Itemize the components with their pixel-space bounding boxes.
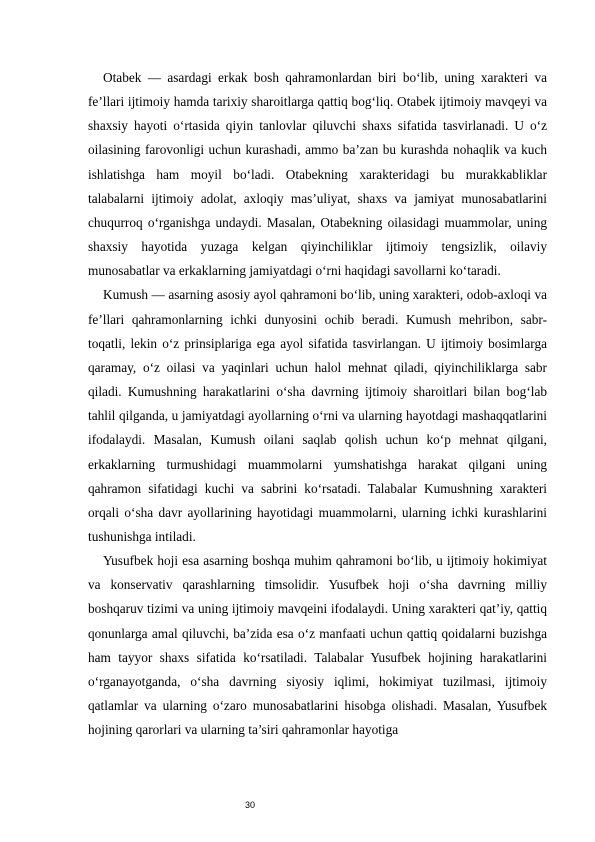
- body-text: [88, 66, 547, 742]
- paragraph-kumush: Kumush — asarning asosiy ayol qahramoni bo‘lib, uning xarakteri, odob-axloqi va fe’llari qahramonlarning ichki dunyosini ochib beradi. Kumush mehribon, sabr-toqatli, lekin o‘z prinsiplariga ega ayol sifatida tasvirlangan. U ijtimoiy bosimlarga qaramay, o‘z oilasi va yaqinlari uchun halol mehnat qiladi, qiyinchiliklarga sabr qiladi. Kumushning harakatlarini o‘sha davrning ijtimoiy sharoitlari bilan bog‘lab tahlil qilganda, u jamiyatdagi ayollarning o‘rni va ularning hayotdagi mashaqqatlarini ifodalaydi. Masalan, Kumush oilani saqlab qolish uchun ko‘p mehnat qilgani, erkaklarning turmushidagi muammolarni yumshatishga harakat qilgani uning qahramon sifatidagi kuchi va sabrini ko‘rsatadi. Talabalar Kumushning xarakteri orqali o‘sha davr ayollarining hayotidagi muammolarni, ularning ichki kurashlarini tushunishga intiladi.: [88, 287, 547, 544]
- paragraph-otabek: Otabek — asardagi erkak bosh qahramonlardan biri bo‘lib, uning xarakteri va fe’llari ijtimoiy hamda tarixiy sharoitlarga qattiq bog‘liq. Otabek ijtimoiy mavqeyi va shaxsiy hayoti o‘rtasida qiyin tanlovlar qiluvchi shaxs sifatida tasvirlanadi. U o‘z oilasining farovonligi uchun kurashadi, ammo ba’zan bu kurashda nohaqlik va kuch ishlatishga ham moyil bo‘ladi. Otabekning xarakteridagi bu murakkabliklar talabalarni ijtimoiy adolat, axloqiy mas’uliyat, shaxs va jamiyat munosabatlarini chuqurroq o‘rganishga undaydi. Masalan, Otabekning oilasidagi muammolar, uning shaxsiy hayotida yuzaga kelgan qiyinchiliklar ijtimoiy tengsizlik, oilaviy munosabatlar va erkaklarning jamiyatdagi o‘rni haqidagi savollarni ko‘taradi.: [88, 70, 547, 279]
- page-number: 30: [245, 800, 256, 810]
- paragraph-yusufbek-hoji: Yusufbek hoji esa asarning boshqa muhim qahramoni bo‘lib, u ijtimoiy hokimiyat va konservativ qarashlarning timsolidir. Yusufbek hoji o‘sha davrning milliy boshqaruv tizimi va uning ijtimoiy mavqeini ifodalaydi. Uning xarakteri qat’iy, qattiq qonunlarga amal qiluvchi, ba’zida esa o‘z manfaati uchun qattiq qoidalarni buzishga ham tayyor shaxs sifatida ko‘rsatiladi. Talabalar Yusufbek hojining harakatlarini o‘rganayotganda, o‘sha davrning siyosiy iqlimi, hokimiyat tuzilmasi, ijtimoiy qatlamlar va ularning o‘zaro munosabatlarini hisobga olishadi. Masalan, Yusufbek hojining qarorlari va ularning ta’siri qahramonlar hayotiga: [88, 553, 547, 738]
